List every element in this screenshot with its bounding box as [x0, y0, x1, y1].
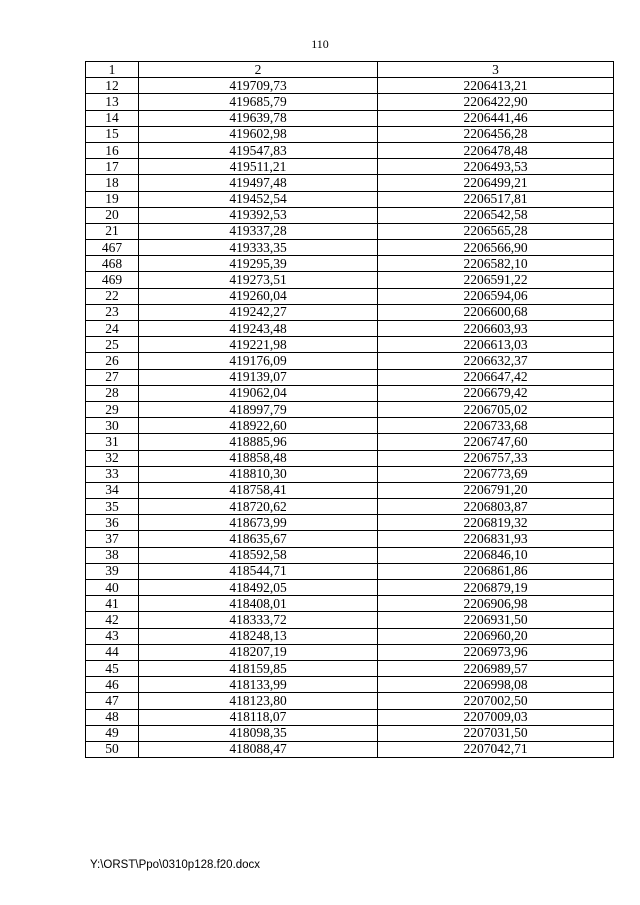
x-coordinate-cell: 419639,78: [139, 110, 378, 126]
x-coordinate-cell: 418408,01: [139, 596, 378, 612]
coordinates-table-body: [86, 62, 614, 758]
point-number-cell: 15: [86, 126, 139, 142]
y-coordinate-cell: 2206906,98: [378, 596, 614, 612]
point-number-cell: 41: [86, 596, 139, 612]
header-col-1: 1: [86, 62, 139, 78]
x-coordinate-cell: 419295,39: [139, 256, 378, 272]
table-row: [86, 450, 614, 466]
point-number-cell: 39: [86, 563, 139, 579]
y-coordinate-cell: 2207002,50: [378, 693, 614, 709]
x-coordinate-cell: 418720,62: [139, 499, 378, 515]
y-coordinate-cell: 2206441,46: [378, 110, 614, 126]
table-row: [86, 401, 614, 417]
table-row: [86, 515, 614, 531]
point-number-cell: 28: [86, 385, 139, 401]
x-coordinate-cell: 418635,67: [139, 531, 378, 547]
y-coordinate-cell: 2206819,32: [378, 515, 614, 531]
y-coordinate-cell: 2206456,28: [378, 126, 614, 142]
y-coordinate-cell: 2206861,86: [378, 563, 614, 579]
point-number-cell: 23: [86, 304, 139, 320]
point-number-cell: 25: [86, 337, 139, 353]
table-row: [86, 191, 614, 207]
point-number-cell: 50: [86, 741, 139, 757]
table-row: [86, 337, 614, 353]
point-number-cell: 47: [86, 693, 139, 709]
y-coordinate-cell: 2207031,50: [378, 725, 614, 741]
x-coordinate-cell: 418810,30: [139, 466, 378, 482]
y-coordinate-cell: 2206422,90: [378, 94, 614, 110]
y-coordinate-cell: 2206632,37: [378, 353, 614, 369]
x-coordinate-cell: 418922,60: [139, 418, 378, 434]
y-coordinate-cell: 2206613,03: [378, 337, 614, 353]
table-row: [86, 78, 614, 94]
y-coordinate-cell: 2206517,81: [378, 191, 614, 207]
y-coordinate-cell: 2206791,20: [378, 482, 614, 498]
x-coordinate-cell: 418592,58: [139, 547, 378, 563]
table-row: [86, 418, 614, 434]
point-number-cell: 32: [86, 450, 139, 466]
x-coordinate-cell: 418133,99: [139, 677, 378, 693]
table-row: [86, 628, 614, 644]
y-coordinate-cell: 2206647,42: [378, 369, 614, 385]
table-row: [86, 434, 614, 450]
table-row: [86, 741, 614, 757]
point-number-cell: 17: [86, 159, 139, 175]
table-row: [86, 175, 614, 191]
x-coordinate-cell: 419547,83: [139, 142, 378, 158]
x-coordinate-cell: 419497,48: [139, 175, 378, 191]
x-coordinate-cell: 418858,48: [139, 450, 378, 466]
x-coordinate-cell: 419139,07: [139, 369, 378, 385]
x-coordinate-cell: 418118,07: [139, 709, 378, 725]
y-coordinate-cell: 2206773,69: [378, 466, 614, 482]
x-coordinate-cell: 419260,04: [139, 288, 378, 304]
table-row: [86, 321, 614, 337]
y-coordinate-cell: 2206591,22: [378, 272, 614, 288]
y-coordinate-cell: 2206757,33: [378, 450, 614, 466]
point-number-cell: 26: [86, 353, 139, 369]
y-coordinate-cell: 2206499,21: [378, 175, 614, 191]
x-coordinate-cell: 419333,35: [139, 240, 378, 256]
x-coordinate-cell: 419452,54: [139, 191, 378, 207]
x-coordinate-cell: 419273,51: [139, 272, 378, 288]
point-number-cell: 37: [86, 531, 139, 547]
x-coordinate-cell: 419685,79: [139, 94, 378, 110]
x-coordinate-cell: 419511,21: [139, 159, 378, 175]
y-coordinate-cell: 2206603,93: [378, 321, 614, 337]
point-number-cell: 33: [86, 466, 139, 482]
point-number-cell: 22: [86, 288, 139, 304]
table-row: [86, 693, 614, 709]
table-row: [86, 256, 614, 272]
y-coordinate-cell: 2206582,10: [378, 256, 614, 272]
point-number-cell: 24: [86, 321, 139, 337]
x-coordinate-cell: 418123,80: [139, 693, 378, 709]
point-number-cell: 14: [86, 110, 139, 126]
point-number-cell: 16: [86, 142, 139, 158]
table-row: [86, 159, 614, 175]
page-number: 110: [311, 37, 329, 51]
y-coordinate-cell: 2206594,06: [378, 288, 614, 304]
x-coordinate-cell: 419392,53: [139, 207, 378, 223]
x-coordinate-cell: 419602,98: [139, 126, 378, 142]
x-coordinate-cell: 418159,85: [139, 660, 378, 676]
table-row: [86, 612, 614, 628]
y-coordinate-cell: 2206679,42: [378, 385, 614, 401]
y-coordinate-cell: 2206846,10: [378, 547, 614, 563]
y-coordinate-cell: 2206565,28: [378, 223, 614, 239]
y-coordinate-cell: 2206566,90: [378, 240, 614, 256]
y-coordinate-cell: 2206998,08: [378, 677, 614, 693]
y-coordinate-cell: 2206478,48: [378, 142, 614, 158]
x-coordinate-cell: 418098,35: [139, 725, 378, 741]
point-number-cell: 44: [86, 644, 139, 660]
point-number-cell: 35: [86, 499, 139, 515]
point-number-cell: 31: [86, 434, 139, 450]
x-coordinate-cell: 419243,48: [139, 321, 378, 337]
point-number-cell: 46: [86, 677, 139, 693]
table-row: [86, 304, 614, 320]
file-path-footer: Y:\ORST\Ppo\0310p128.f20.docx: [90, 859, 261, 871]
table-row: [86, 725, 614, 741]
point-number-cell: 18: [86, 175, 139, 191]
table-row: [86, 596, 614, 612]
table-row: [86, 499, 614, 515]
y-coordinate-cell: 2206542,58: [378, 207, 614, 223]
table-row: [86, 94, 614, 110]
y-coordinate-cell: 2206989,57: [378, 660, 614, 676]
x-coordinate-cell: 419337,28: [139, 223, 378, 239]
point-number-cell: 42: [86, 612, 139, 628]
y-coordinate-cell: 2207009,03: [378, 709, 614, 725]
table-row: [86, 660, 614, 676]
point-number-cell: 13: [86, 94, 139, 110]
y-coordinate-cell: 2206879,19: [378, 580, 614, 596]
point-number-cell: 27: [86, 369, 139, 385]
table-row: [86, 709, 614, 725]
point-number-cell: 12: [86, 78, 139, 94]
table-row: [86, 207, 614, 223]
point-number-cell: 40: [86, 580, 139, 596]
point-number-cell: 30: [86, 418, 139, 434]
y-coordinate-cell: 2206733,68: [378, 418, 614, 434]
y-coordinate-cell: 2206493,53: [378, 159, 614, 175]
x-coordinate-cell: 418673,99: [139, 515, 378, 531]
x-coordinate-cell: 418207,19: [139, 644, 378, 660]
table-row: [86, 563, 614, 579]
y-coordinate-cell: 2206803,87: [378, 499, 614, 515]
x-coordinate-cell: 419709,73: [139, 78, 378, 94]
x-coordinate-cell: 419062,04: [139, 385, 378, 401]
y-coordinate-cell: 2206831,93: [378, 531, 614, 547]
point-number-cell: 45: [86, 660, 139, 676]
coordinates-table: [85, 61, 614, 758]
table-row: [86, 353, 614, 369]
point-number-cell: 21: [86, 223, 139, 239]
x-coordinate-cell: 418492,05: [139, 580, 378, 596]
x-coordinate-cell: 419221,98: [139, 337, 378, 353]
x-coordinate-cell: 419176,09: [139, 353, 378, 369]
x-coordinate-cell: 418997,79: [139, 401, 378, 417]
point-number-cell: 34: [86, 482, 139, 498]
table-row: [86, 369, 614, 385]
table-row: [86, 644, 614, 660]
point-number-cell: 469: [86, 272, 139, 288]
point-number-cell: 36: [86, 515, 139, 531]
x-coordinate-cell: 418248,13: [139, 628, 378, 644]
table-row: [86, 531, 614, 547]
point-number-cell: 43: [86, 628, 139, 644]
x-coordinate-cell: 418544,71: [139, 563, 378, 579]
table-row: [86, 466, 614, 482]
table-row: [86, 580, 614, 596]
y-coordinate-cell: 2206931,50: [378, 612, 614, 628]
table-row: [86, 223, 614, 239]
y-coordinate-cell: 2206705,02: [378, 401, 614, 417]
point-number-cell: 49: [86, 725, 139, 741]
table-header-row: [86, 62, 614, 78]
table-row: [86, 240, 614, 256]
y-coordinate-cell: 2206973,96: [378, 644, 614, 660]
table-row: [86, 385, 614, 401]
table-row: [86, 272, 614, 288]
y-coordinate-cell: 2206960,20: [378, 628, 614, 644]
table-row: [86, 547, 614, 563]
point-number-cell: 29: [86, 401, 139, 417]
table-row: [86, 126, 614, 142]
table-row: [86, 110, 614, 126]
x-coordinate-cell: 418088,47: [139, 741, 378, 757]
y-coordinate-cell: 2206413,21: [378, 78, 614, 94]
y-coordinate-cell: 2206747,60: [378, 434, 614, 450]
y-coordinate-cell: 2206600,68: [378, 304, 614, 320]
point-number-cell: 19: [86, 191, 139, 207]
header-col-2: 2: [139, 62, 378, 78]
header-col-3: 3: [378, 62, 614, 78]
x-coordinate-cell: 419242,27: [139, 304, 378, 320]
x-coordinate-cell: 418758,41: [139, 482, 378, 498]
point-number-cell: 48: [86, 709, 139, 725]
table-row: [86, 288, 614, 304]
point-number-cell: 468: [86, 256, 139, 272]
table-row: [86, 142, 614, 158]
x-coordinate-cell: 418333,72: [139, 612, 378, 628]
table-row: [86, 482, 614, 498]
x-coordinate-cell: 418885,96: [139, 434, 378, 450]
table-row: [86, 677, 614, 693]
point-number-cell: 467: [86, 240, 139, 256]
point-number-cell: 20: [86, 207, 139, 223]
point-number-cell: 38: [86, 547, 139, 563]
y-coordinate-cell: 2207042,71: [378, 741, 614, 757]
